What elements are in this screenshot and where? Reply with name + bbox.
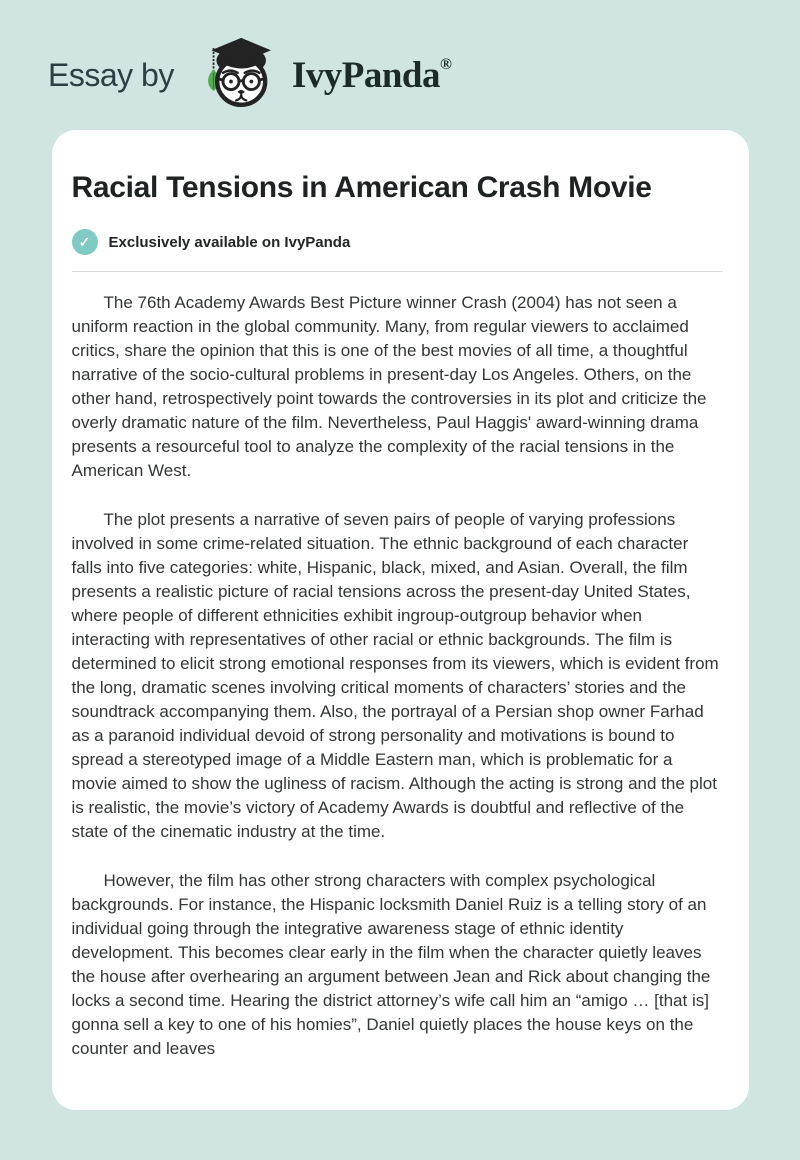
exclusive-badge-label: Exclusively available on IvyPanda: [108, 233, 351, 251]
brand-name-text: IvyPanda: [291, 54, 440, 96]
essay-by-label: Essay by: [48, 56, 174, 93]
site-header: [0, 0, 800, 116]
essay-paragraph: The 76th Academy Awards Best Picture winner Crash (2004) has not seen a uniform reaction in the global community. Many, from regular viewers to acclaimed critics, share the opinion that this is one of the best movies of all time, a thoughtful narrative of the socio-cultural problems in present-day Los Angeles. Others, on the other hand, retrospectively point towards the controversies in its plot and criticize the overly dramatic nature of the film. Nevertheless, Paul Haggis' award-winning drama presents a resourceful tool to analyze the complexity of the racial tensions in the American West.: [71, 293, 707, 480]
divider: [72, 271, 723, 272]
essay-paragraph: The plot presents a narrative of seven pairs of people of varying professions involved in some crime-related situation. The ethnic background of each character falls into five categories: white, Hispanic, black, mixed, and Asian. Overall, the film presents a realistic picture of racial tensions across the present-day United States, where people of different ethnicities exhibit ingroup-outgroup behavior when interacting with representatives of other racial or ethnic backgrounds. The film is determined to elicit strong emotional responses from its viewers, which is evident from the long, dramatic scenes involving critical moments of characters’ stories and the soundtrack accompanying them. Also, the portrayal of a Persian shop owner Farhad as a paranoid individual devoid of strong personality and motivations is bound to spread a stereotyped image of a Middle Eastern man, which is problematic for a movie aimed to show the ugliness of racism. Although the acting is strong and the plot is realistic, the movie’s victory of Academy Awards is doubtful and reflective of the state of the cinematic industry at the time.: [71, 510, 719, 841]
brand-name: [292, 54, 452, 97]
essay-body: [72, 291, 723, 1061]
essay-card: [52, 130, 749, 1110]
registered-mark: ®: [439, 55, 452, 73]
exclusive-badge: [72, 229, 723, 255]
check-icon: ✓: [72, 229, 98, 255]
essay-paragraph: However, the film has other strong characters with complex psychological backgrounds. For instance, the Hispanic locksmith Daniel Ruiz is a telling story of an individual going through the integrative awareness stage of ethnic identity development. This becomes clear early in the film when the character quietly leaves the house after overhearing an argument between Jean and Rick about changing the locks a second time. Hearing the district attorney’s wife call him an “amigo … [that is] gonna sell a key to one of his homies”, Daniel quietly places the house keys on the counter and leaves: [71, 871, 711, 1058]
essay-title: Racial Tensions in American Crash Movie: [71, 171, 652, 204]
ivypanda-logo-icon: [196, 35, 282, 115]
